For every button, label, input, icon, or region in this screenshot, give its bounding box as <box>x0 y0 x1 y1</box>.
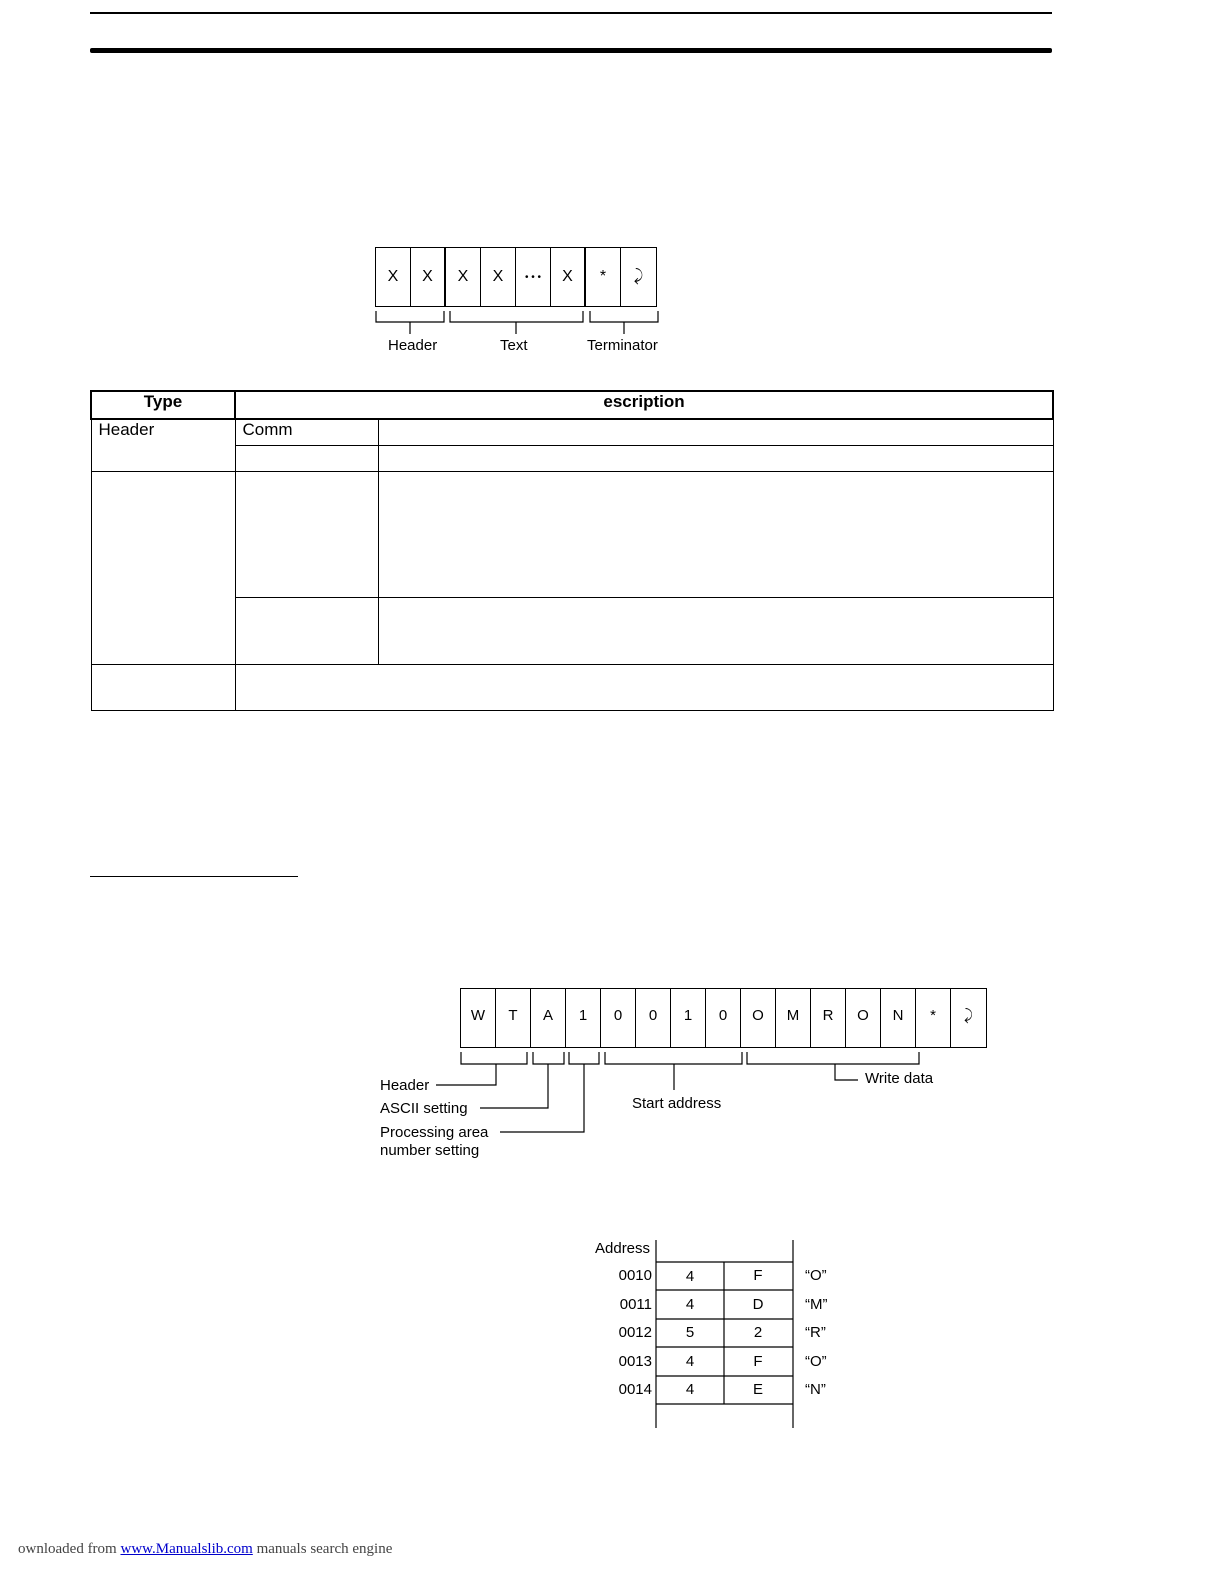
table-cell-type: Header <box>91 419 235 471</box>
example-cell: M <box>776 989 811 1047</box>
footer-prefix: ownloaded from <box>18 1541 117 1557</box>
top-rule-thin <box>90 12 1052 14</box>
example-cell: W <box>461 989 496 1047</box>
write-leader <box>835 1064 858 1080</box>
table-row <box>91 471 1053 597</box>
table-cell-type <box>91 471 235 664</box>
format-label-header: Header <box>388 337 438 354</box>
example-cell: 0 <box>601 989 636 1047</box>
example-label-ascii: ASCII setting <box>380 1100 468 1117</box>
table-cell-item <box>235 471 378 597</box>
memory-high-nibble: 5 <box>685 1324 695 1341</box>
example-command-diagram <box>460 988 987 1048</box>
carriage-return-icon: ⤸ <box>633 268 644 285</box>
example-label-write-data: Write data <box>865 1070 934 1087</box>
memory-address-label: Address <box>595 1240 651 1257</box>
format-cell: X <box>446 248 481 306</box>
format-cell: X <box>376 248 411 306</box>
start-bracket <box>605 1052 742 1064</box>
format-cell: X <box>551 248 586 306</box>
memory-low-nibble: D <box>752 1296 764 1313</box>
memory-high-nibble: 4 <box>685 1296 695 1313</box>
ascii-leader <box>480 1064 548 1108</box>
example-label-processing-1: Processing area <box>380 1124 489 1141</box>
table-row <box>91 664 1053 710</box>
memory-address: 0014 <box>618 1381 652 1398</box>
format-brackets <box>370 308 670 338</box>
table-header-description: escription <box>235 391 1053 419</box>
processing-leader <box>500 1064 584 1132</box>
memory-low-nibble: E <box>752 1381 763 1398</box>
header-bracket <box>376 311 444 322</box>
memory-high-nibble: 4 <box>685 1381 695 1398</box>
table-row <box>91 445 1053 471</box>
example-cell: T <box>496 989 531 1047</box>
example-asterisk: * <box>916 989 951 1047</box>
memory-address: 0011 <box>619 1296 652 1313</box>
format-asterisk: * <box>586 248 621 306</box>
memory-low-nibble: F <box>753 1267 763 1284</box>
example-cell: O <box>846 989 881 1047</box>
header-bracket <box>461 1052 527 1064</box>
table-cell-desc <box>378 419 1053 445</box>
memory-character: “N” <box>805 1381 826 1398</box>
format-cell: X <box>411 248 446 306</box>
example-cell: 0 <box>636 989 671 1047</box>
footer-link[interactable]: www.Manualslib.com <box>120 1541 253 1557</box>
text-bracket <box>450 311 583 322</box>
format-label-terminator: Terminator <box>587 337 658 354</box>
memory-character: “R” <box>805 1324 826 1341</box>
example-cell: O <box>741 989 776 1047</box>
format-description-table <box>90 390 1054 711</box>
table-cell-item: Comm <box>235 419 378 445</box>
header-leader <box>436 1064 496 1085</box>
top-rule-thick <box>90 48 1052 53</box>
command-format-diagram <box>375 247 657 307</box>
example-label-header: Header <box>380 1077 430 1094</box>
table-cell-item <box>235 597 378 664</box>
table-cell-desc <box>378 445 1053 471</box>
memory-character: “O” <box>805 1267 827 1284</box>
table-header-row <box>91 391 1053 419</box>
format-ellipsis: • • • <box>516 248 551 306</box>
example-cell: A <box>531 989 566 1047</box>
terminator-bracket <box>590 311 658 322</box>
memory-address: 0013 <box>618 1353 652 1370</box>
example-label-processing-2: number setting <box>380 1142 480 1159</box>
memory-high-nibble: 4 <box>685 1268 695 1285</box>
table-row <box>91 597 1053 664</box>
table-header-type: Type <box>91 391 235 419</box>
table-cell-desc <box>378 597 1053 664</box>
example-cell: N <box>881 989 916 1047</box>
carriage-return-icon: ⤸ <box>963 1006 973 1024</box>
processing-bracket <box>569 1052 599 1064</box>
memory-address: 0012 <box>618 1324 652 1341</box>
memory-address: 0010 <box>618 1267 652 1284</box>
memory-low-nibble: F <box>753 1353 763 1370</box>
example-cell: R <box>811 989 846 1047</box>
table-cell-type <box>91 664 235 710</box>
section-underline <box>90 876 298 877</box>
footer-suffix: manuals search engine <box>256 1541 393 1557</box>
memory-low-nibble: 2 <box>753 1324 763 1341</box>
example-cell: 1 <box>671 989 706 1047</box>
table-cell-item <box>235 445 378 471</box>
ascii-bracket <box>533 1052 564 1064</box>
format-cell: X <box>481 248 516 306</box>
memory-high-nibble: 4 <box>685 1353 695 1370</box>
table-row <box>91 419 1053 445</box>
example-cell: 1 <box>566 989 601 1047</box>
example-label-start-address: Start address <box>632 1095 722 1112</box>
table-cell-desc <box>378 471 1053 597</box>
format-label-text: Text <box>500 337 528 354</box>
write-bracket <box>747 1052 919 1064</box>
example-cell: 0 <box>706 989 741 1047</box>
footer <box>18 1541 392 1558</box>
memory-character: “O” <box>805 1353 827 1370</box>
table-cell-desc <box>235 664 1053 710</box>
memory-character: “M” <box>805 1296 828 1313</box>
